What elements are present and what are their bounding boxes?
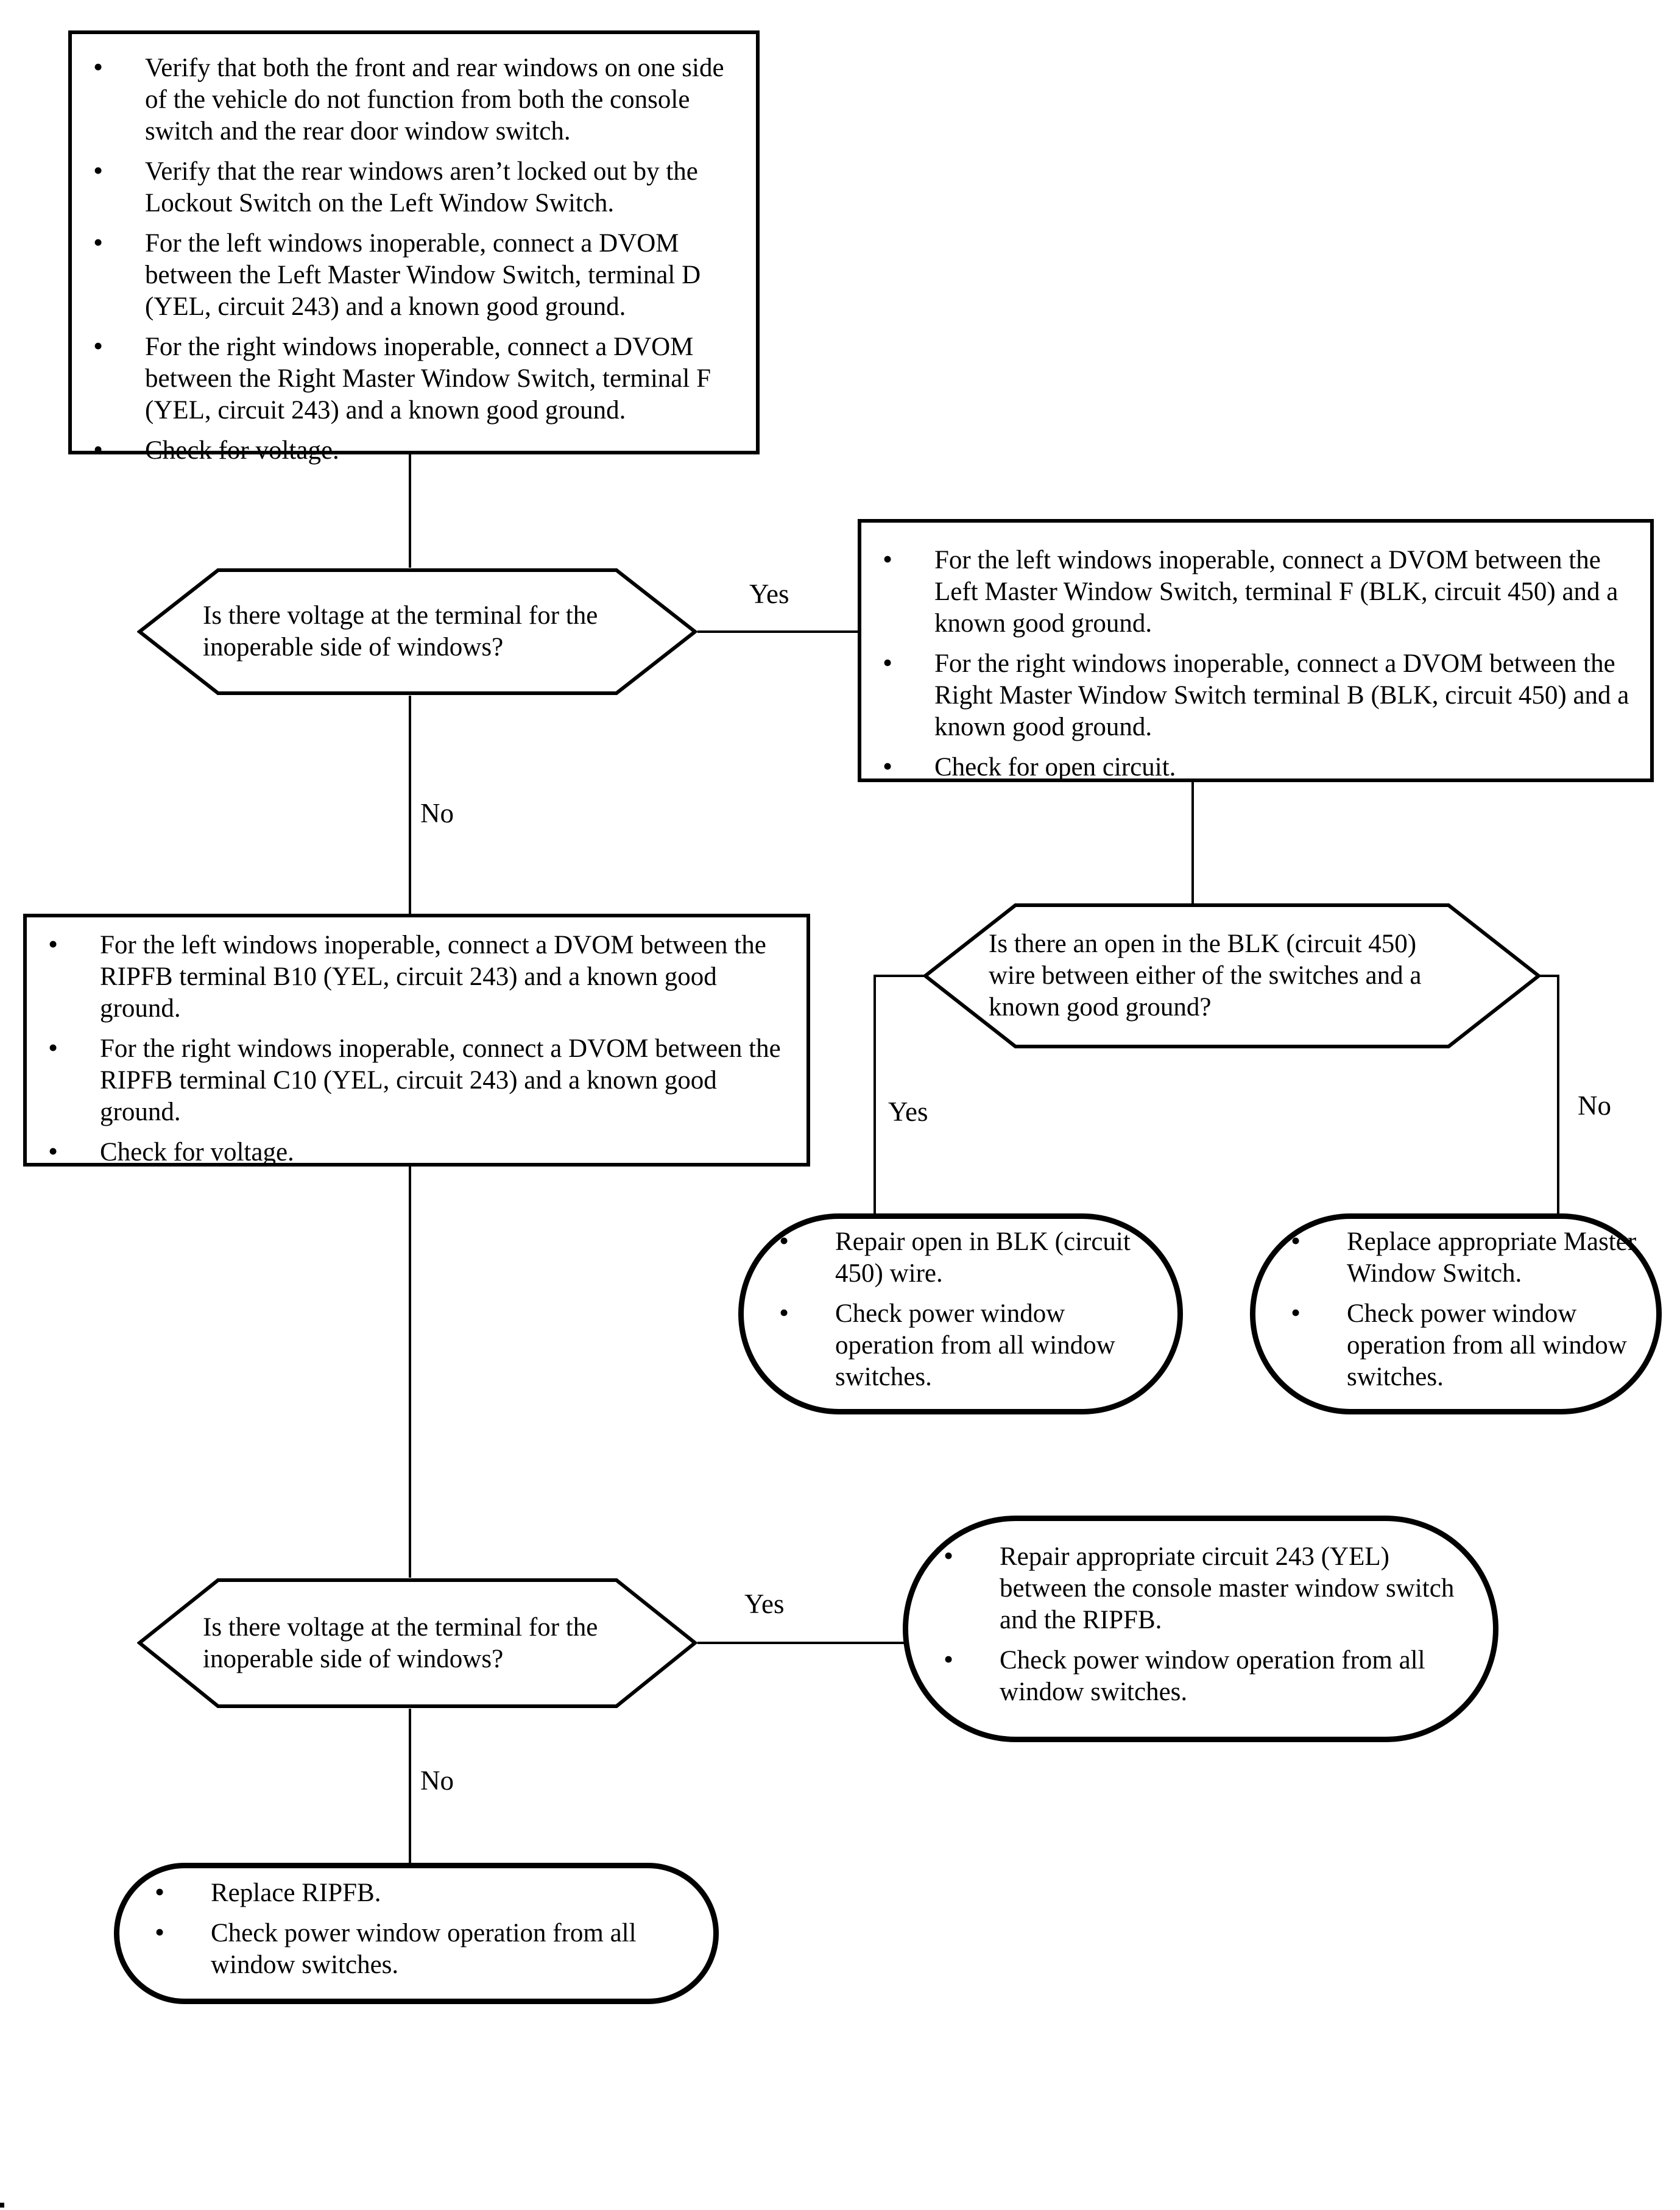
result-replace-switch-stadium [1250,1213,1662,1414]
connector-decision2-no-vertical [1557,975,1559,1213]
connector-decision2-yes-vertical [874,975,876,1213]
connector-decision1-no [409,696,411,914]
bullet-item: • Check for open circuit. [861,752,1650,783]
result-replace-ripfb-stadium [114,1863,719,2004]
bullet-item: • Check for voltage. [72,435,756,467]
connector-decision2-no-horizontal [1537,975,1559,977]
step-check-open-circuit-bullets [861,545,1650,783]
bullet-item: • For the left windows inoperable, connect a DVOM between the RIPFB terminal B10 (YEL, circuit 243) and a known good ground. [27,930,806,1025]
bullet-item: • For the right windows inoperable, connect a DVOM between the RIPFB terminal C10 (YEL, circuit 243) and a known good ground. [27,1033,806,1128]
bullet-item: • Repair appropriate circuit 243 (YEL) between the console master window switch and the RIPFB. [908,1541,1475,1636]
bullet-item: • For the right windows inoperable, connect a DVOM between the Right Master Window Switch terminal B (BLK, circuit 450) and a known good ground. [861,648,1650,743]
decision-voltage-switch-hexagon [137,568,697,696]
result-repair-243-bullets [908,1541,1493,1717]
connector-decision2-yes-horizontal [874,975,925,977]
connector-step3-decision3 [409,1167,411,1578]
bullet-item: • Check power window operation from all window switches. [1255,1298,1656,1393]
bullet-item: • For the right windows inoperable, connect a DVOM between the Right Master Window Switch, terminal F (YEL, circuit 243) and a known good ground. [72,331,756,426]
bullet-item: • Replace appropriate Master Window Switch. [1255,1226,1656,1290]
step-initial-box [68,30,760,465]
decision3-yes-label: Yes [744,1589,785,1619]
decision-open-blk-hexagon [923,903,1541,1049]
connector-step1-decision1 [409,454,411,568]
step-check-ripfb-voltage-box [23,914,810,1167]
connector-step2-decision2 [1191,782,1194,904]
decision-voltage-ripfb-question: Is there voltage at the terminal for the inoperable side of windows? [203,1612,598,1673]
result-replace-switch-bullets [1255,1226,1656,1402]
result-repair-243-stadium [903,1516,1498,1742]
bullet-item: • For the left windows inoperable, connect a DVOM between the Left Master Window Switch, terminal F (BLK, circuit 450) and a known good ground. [861,545,1650,640]
scan-artifact-mark [0,2203,4,2208]
bullet-item: • Verify that the rear windows aren’t locked out by the Lockout Switch on the Left Window Switch. [72,156,756,219]
decision2-no-label: No [1578,1090,1611,1121]
decision1-yes-label: Yes [749,579,789,609]
bullet-item: • Check power window operation from all window switches. [908,1645,1475,1708]
bullet-item: • Verify that both the front and rear windows on one side of the vehicle do not function from both the console switch and the rear door window switch. [72,52,756,147]
connector-decision3-no [409,1709,411,1863]
step-initial-bullets [72,52,756,467]
bullet-item: • For the left windows inoperable, connect a DVOM between the Left Master Window Switch, terminal D (YEL, circuit 243) and a known good ground. [72,228,756,323]
decision-voltage-ripfb-hexagon [137,1578,697,1709]
bullet-item: • Replace RIPFB. [119,1877,713,1909]
bullet-item: • Check for voltage. [27,1137,806,1168]
decision-voltage-switch-question: Is there voltage at the terminal for the inoperable side of windows? [203,601,598,662]
bullet-item: • Check power window operation from all window switches. [744,1298,1177,1393]
bullet-item: • Check power window operation from all window switches. [119,1918,713,1981]
decision3-no-label: No [420,1765,454,1796]
step-check-ripfb-voltage-bullets [27,930,806,1168]
result-replace-ripfb-bullets [119,1877,713,1989]
bullet-item: • Repair open in BLK (circuit 450) wire. [744,1226,1177,1290]
step-check-open-circuit-box [858,519,1654,782]
decision1-no-label: No [420,798,454,828]
connector-decision1-yes [697,630,858,633]
decision-open-blk-question: Is there an open in the BLK (circuit 450) wire between either of the switches and a known good ground? [989,930,1422,1022]
result-repair-blk-bullets [744,1226,1177,1402]
result-repair-blk-stadium [738,1213,1183,1414]
decision2-yes-label: Yes [888,1096,928,1127]
connector-decision3-yes [697,1642,908,1644]
